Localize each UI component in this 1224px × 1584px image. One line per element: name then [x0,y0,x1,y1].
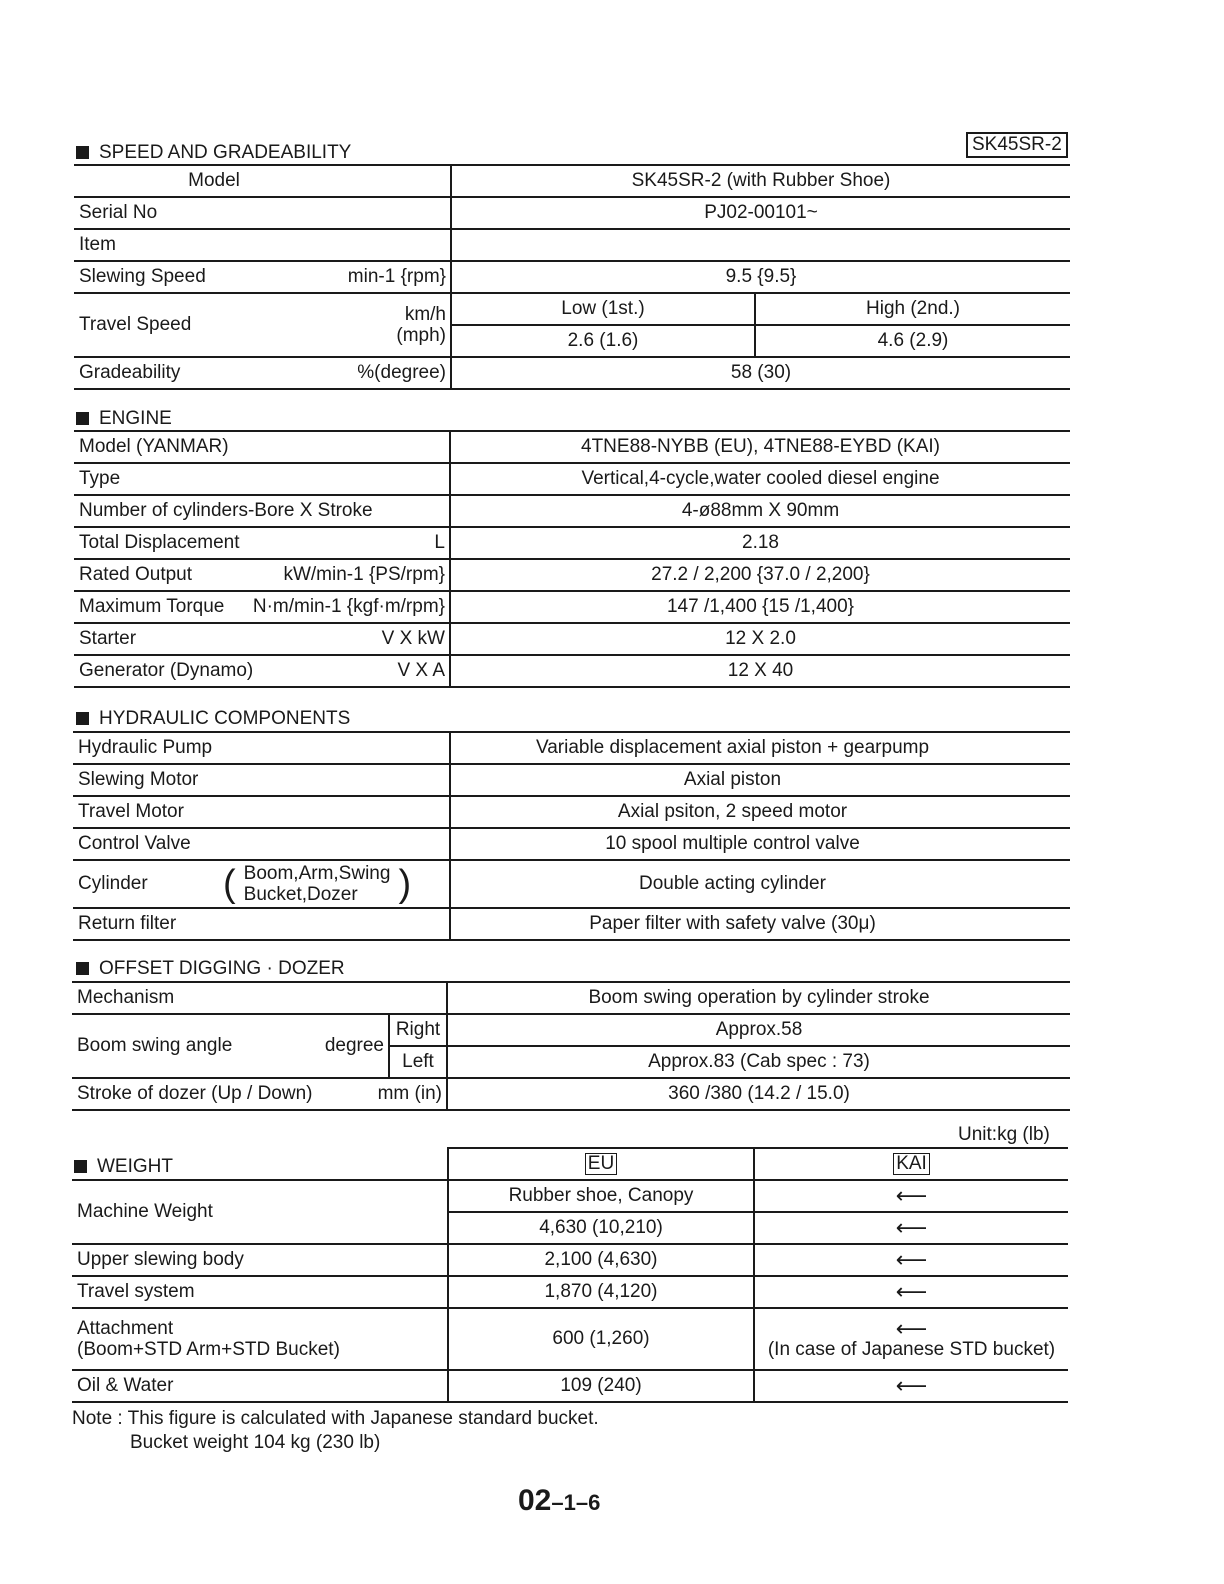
section-heading-engine: ENGINE [76,408,172,430]
same-as-left-arrow-icon: ⟵ [895,1279,928,1304]
slewing-motor-value: Axial piston [450,764,1070,796]
left-value: Approx.83 (Cab spec : 73) [447,1046,1070,1078]
section-heading-speed: SPEED AND GRADEABILITY [76,142,351,164]
table-row [74,559,1070,591]
item-value [451,229,1070,261]
table-row [72,1014,1070,1046]
note-line-1: Note : This figure is calculated with Japanese standard bucket. [72,1408,599,1429]
table-row [74,165,1070,197]
mechanism-value: Boom swing operation by cylinder stroke [447,982,1070,1014]
generator-label: Generator (Dynamo) [79,660,254,681]
serial-label: Serial No [74,197,451,229]
eu-badge: EU [585,1153,617,1175]
cylinders-label: Number of cylinders-Bore X Stroke [79,500,373,521]
table-row [74,495,1070,527]
mechanism-label: Mechanism [72,982,447,1014]
item-label: Item [74,229,451,261]
control-valve-label: Control Valve [73,828,450,860]
displacement-label: Total Displacement [79,532,240,553]
table-row [73,764,1070,796]
starter-value: 12 X 2.0 [450,623,1070,655]
max-torque-label: Maximum Torque [79,596,225,617]
travel-motor-value: Axial psiton, 2 speed motor [450,796,1070,828]
square-bullet-icon [76,962,89,975]
weight-table [72,1147,1068,1403]
engine-type-value: Vertical,4-cycle,water cooled diesel engine [450,463,1070,495]
table-row [72,1308,1068,1370]
boom-swing-unit: degree [324,1035,384,1056]
travel-high-label: High (2nd.) [755,293,1070,325]
eu-header-cell [448,1148,754,1180]
table-row [72,1370,1068,1402]
table-row [73,860,1070,908]
cylinder-label: Cylinder [78,873,148,894]
slewing-speed-unit: min-1 {rpm} [347,266,446,287]
unit-note: Unit:kg (lb) [958,1124,1050,1145]
gradeability-unit: %(degree) [357,362,446,383]
table-row [74,229,1070,261]
attachment-kai [754,1308,1068,1370]
travel-motor-label: Travel Motor [73,796,450,828]
table-row [73,796,1070,828]
left-label: Left [389,1046,447,1078]
travel-system-label: Travel system [72,1276,448,1308]
table-row [74,197,1070,229]
kai-badge: KAI [893,1153,930,1175]
attachment-label-1: Attachment [77,1318,174,1339]
dozer-stroke-unit: mm (in) [377,1083,442,1104]
boom-swing-cell [72,1014,389,1078]
attachment-value: 600 (1,260) [448,1308,754,1370]
dozer-stroke-value: 360 /380 (14.2 / 15.0) [447,1078,1070,1110]
starter-unit: V X kW [381,628,445,649]
table-row [73,828,1070,860]
serial-value: PJ02-00101~ [451,197,1070,229]
speed-table [74,164,1070,390]
table-row [74,293,1070,325]
travel-low-value: 2.6 (1.6) [451,325,755,357]
table-row [74,463,1070,495]
table-row [72,1148,1068,1180]
dozer-stroke-label: Stroke of dozer (Up / Down) [77,1083,313,1104]
cylinder-sub-1: Boom,Arm,Swing [243,863,391,884]
table-row [72,1244,1068,1276]
boom-swing-label: Boom swing angle [77,1035,233,1056]
square-bullet-icon [76,712,89,725]
attachment-label-2: (Boom+STD Arm+STD Bucket) [77,1339,340,1360]
upper-slewing-kai [754,1244,1068,1276]
travel-high-value: 4.6 (2.9) [755,325,1070,357]
same-as-left-arrow-icon: ⟵ [895,1183,928,1208]
table-row [72,1276,1068,1308]
generator-value: 12 X 40 [450,655,1070,687]
machine-spec: Rubber shoe, Canopy [448,1180,754,1212]
travel-system-kai [754,1276,1068,1308]
table-row [74,527,1070,559]
table-row [74,357,1070,389]
page-number [518,1484,600,1518]
table-row [74,431,1070,463]
square-bullet-icon [76,412,89,425]
engine-model-label: Model (YANMAR) [79,436,229,457]
attachment-cell [72,1308,448,1370]
model-value: SK45SR-2 (with Rubber Shoe) [451,165,1070,197]
page-number-sub: –1–6 [551,1490,601,1515]
hydraulic-pump-value: Variable displacement axial piston + gearpump [450,732,1070,764]
hydraulic-table [73,731,1070,941]
engine-type-label: Type [79,468,121,489]
travel-unit-mph: (mph) [396,325,446,346]
same-as-left-arrow-icon: ⟵ [895,1215,928,1240]
note-line-2: Bucket weight 104 kg (230 lb) [130,1432,381,1453]
section-heading-weight: WEIGHT [74,1156,173,1178]
same-as-left-arrow-icon: ⟵ [895,1373,928,1398]
slewing-motor-label: Slewing Motor [73,764,450,796]
starter-label: Starter [79,628,137,649]
table-row [73,732,1070,764]
rated-output-label: Rated Output [79,564,193,585]
control-valve-value: 10 spool multiple control valve [450,828,1070,860]
oil-water-kai [754,1370,1068,1402]
max-torque-unit: N·m/min-1 {kgf·m/rpm} [252,596,445,617]
generator-unit: V X A [397,660,445,681]
same-as-left-arrow-icon: ⟵ [895,1316,928,1341]
table-row [73,908,1070,940]
machine-weight-value: 4,630 (10,210) [448,1212,754,1244]
travel-system-value: 1,870 (4,120) [448,1276,754,1308]
engine-model-value: 4TNE88-NYBB (EU), 4TNE88-EYBD (KAI) [450,431,1070,463]
slewing-speed-value: 9.5 {9.5} [451,261,1070,293]
kai-header-cell [754,1148,1068,1180]
attachment-kai-note: (In case of Japanese STD bucket) [767,1339,1056,1360]
right-value: Approx.58 [447,1014,1070,1046]
gradeability-label: Gradeability [79,362,181,383]
model-label: Model [74,165,451,197]
same-as-left-arrow-icon: ⟵ [895,1247,928,1272]
square-bullet-icon [76,146,89,159]
return-filter-label: Return filter [73,908,450,940]
travel-speed-cell [74,293,451,357]
hydraulic-pump-label: Hydraulic Pump [73,732,450,764]
table-row [74,591,1070,623]
slewing-speed-label: Slewing Speed [79,266,206,287]
offset-table [72,981,1070,1111]
section-heading-offset: OFFSET DIGGING · DOZER [76,958,345,980]
left-paren: ( [223,863,236,905]
max-torque-value: 147 /1,400 {15 /1,400} [450,591,1070,623]
table-row [74,655,1070,687]
oil-water-label: Oil & Water [72,1370,448,1402]
cylinders-value: 4-ø88mm X 90mm [450,495,1070,527]
rated-output-value: 27.2 / 2,200 {37.0 / 2,200} [450,559,1070,591]
cylinder-sub-2: Bucket,Dozer [243,884,358,905]
upper-slewing-value: 2,100 (4,630) [448,1244,754,1276]
gradeability-value: 58 (30) [451,357,1070,389]
table-row [72,1078,1070,1110]
machine-weight-label: Machine Weight [72,1180,448,1244]
travel-speed-label: Travel Speed [79,314,192,335]
displacement-value: 2.18 [450,527,1070,559]
displacement-unit: L [434,532,445,553]
machine-weight-kai [754,1212,1068,1244]
right-label: Right [389,1014,447,1046]
right-paren: ) [398,863,412,905]
cylinder-value: Double acting cylinder [450,860,1070,908]
return-filter-value: Paper filter with safety valve (30μ) [450,908,1070,940]
table-row [74,623,1070,655]
slewing-speed-cell [74,261,451,293]
table-row [74,261,1070,293]
cylinder-cell [73,860,450,908]
upper-slewing-label: Upper slewing body [72,1244,448,1276]
table-row [72,982,1070,1014]
model-badge: SK45SR-2 [966,132,1068,158]
rated-output-unit: kW/min-1 {PS/rpm} [283,564,445,585]
dozer-stroke-cell [72,1078,447,1110]
page-number-main: 02 [518,1484,552,1517]
table-row [72,1180,1068,1212]
section-heading-hydraulic: HYDRAULIC COMPONENTS [76,708,350,730]
gradeability-cell [74,357,451,389]
oil-water-value: 109 (240) [448,1370,754,1402]
travel-low-label: Low (1st.) [451,293,755,325]
machine-spec-kai [754,1180,1068,1212]
travel-unit-kmh: km/h [404,304,446,325]
engine-table [74,430,1070,688]
